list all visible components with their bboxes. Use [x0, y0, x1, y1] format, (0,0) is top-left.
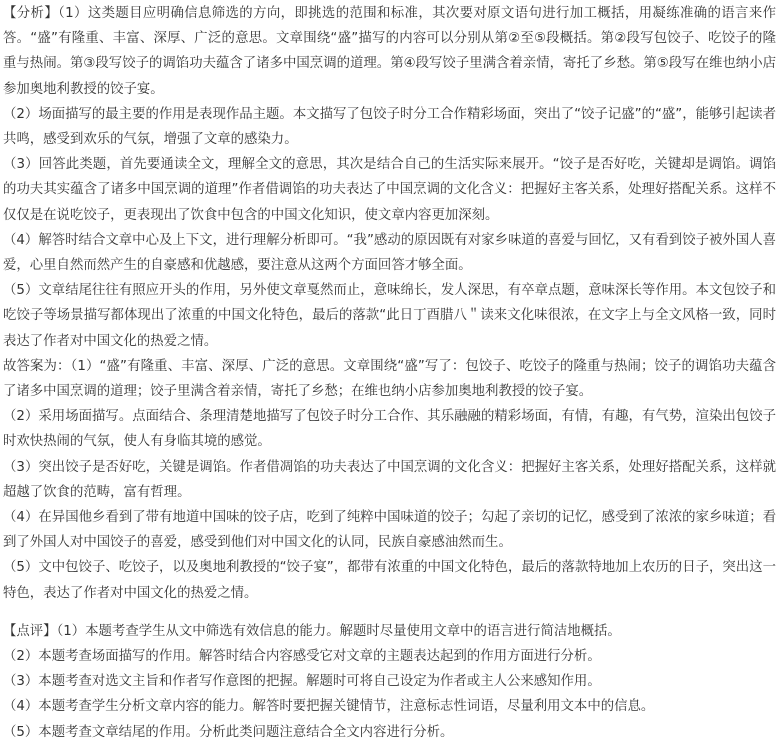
analysis-paragraph-3: （3）回答此类题，首先要通读全文，理解全文的意思，其次是结合自己的生活实际来展开。“饺子是否好吃，关键却是调馅。调馅的功夫其实蕴含了诸多中国烹调的道理”作者借调馅的功夫表达了中国烹调的文化含义：把握好主客关系，处理好搭配关系。这样不仅仅是在说吃饺子，更表现出了饮食中包含的中国文化知识，使文章内容更加深刻。 [3, 157, 776, 223]
analysis-paragraph-5: （5）文章结尾往往有照应开头的作用，另外使文章戛然而止，意味绵长，发人深思，有卒章点题，意味深长等作用。本文包饺子和吃饺子等场景描写都体现出了浓重的中国文化特色，最后的落款“此日丁酉腊八＂读来文化味很浓，在文字上与全文风格一致，同时表达了作者对中国文化的热爱之情。 [3, 283, 776, 349]
answer-paragraph-4: （4）在异国他乡看到了带有地道中国味的饺子店，吃到了纯粹中国味道的饺子；勾起了亲切的记忆，感受到了浓浓的家乡味道；看到了外国人对中国饺子的喜爱，感受到他们对中国文化的认同，民族自豪感油然而生。 [3, 510, 776, 551]
analysis-paragraph-2: （2）场面描写的最主要的作用是表现作品主题。本文描写了包饺子时分工合作精彩场面，突出了“饺子记盛”的“盛”，能够引起读者共鸣，感受到欢乐的气氛，增强了文章的感染力。 [3, 106, 776, 148]
answer-paragraph-3: （3）突出饺子是否好吃，关键是调馅。作者借凋馅的功夫表达了中国烹调的文化含义：把握好主客关系，处理好搭配关系，这样就超越了饮食的范畴，富有哲理。 [3, 459, 776, 500]
comment-paragraph-3: （3）本题考查对选文主旨和作者写作意图的把握。解题时可将自己设定为作者或主人公来感知作用。 [3, 674, 601, 690]
answer-section [3, 354, 776, 606]
answer-paragraph-2: （2）采用场面描写。点面结合、条理清楚地描写了包饺子时分工合作、其乐融融的精彩场面，有情，有趣，有气势，渲染出包饺子时欢快热闹的气氛，使人有身临其境的感觉。 [3, 409, 776, 450]
answer-paragraph-1: 故答案为：（1）“盛”有隆重、丰富、深厚、广泛的意思。文章围绕“盛”写了：包饺子、吃饺子的隆重与热闹；饺子的调馅功夫蕴含了诸多中国烹调的道理；饺子里满含着亲情，寄托了乡愁；在维也纳小店参加奥地利教授的饺子宴。 [3, 358, 776, 400]
answer-paragraph-5: （5）文中包饺子、吃饺子，以及奥地利教授的“饺子宴”，都带有浓重的中国文化特色，最后的落款特地加上农历的日子，突出这一特色，表达了作者对中国文化的热爱之情。 [3, 560, 776, 601]
comment-paragraph-4: （4）本题考查学生分析文章内容的能力。解答时要把握关键情节，注意标志性词语，尽量利用文本中的信息。 [3, 699, 655, 715]
comment-paragraph-2: （2）本题考查场面描写的作用。解答时结合内容感受它对文章的主题表达起到的作用方面进行分析。 [3, 649, 601, 665]
comment-paragraph-1: 【点评】（1）本题考查学生从文中筛选有效信息的能力。解题时尽量使用文章中的语言进行简洁地概括。 [3, 623, 621, 639]
analysis-paragraph-4: （4）解答时结合文章中心及上下文，进行理解分析即可。“我”感动的原因既有对家乡味道的喜爱与回忆，又有看到饺子被外国人喜爱，心里自然而然产生的自豪感和优越感，要注意从这两个方面回答才够全面。 [3, 232, 776, 274]
comment-section [3, 619, 776, 745]
analysis-section [3, 1, 776, 354]
section-gap [3, 606, 776, 619]
analysis-paragraph-1: 【分析】（1）这类题目应明确信息筛选的方向，即挑选的范围和标准，其次要对原文语句进行加工概括，用凝练准确的语言来作答。“盛”有隆重、丰富、深厚、广泛的意思。文章围绕“盛”描写的内容可以分别从第②至⑤段概括。第②段写包饺子、吃饺子的隆重与热闹。第③段写饺子的调馅功夫蕴含了诸多中国烹调的道理。第④段写饺子里满含着亲情，寄托了乡愁。第⑤段写在维也纳小店参加奥地利教授的饺子宴。 [3, 6, 776, 97]
comment-paragraph-5: （5）本题考查文章结尾的作用。分析此类问题注意结合全文内容进行分析。 [3, 724, 454, 740]
